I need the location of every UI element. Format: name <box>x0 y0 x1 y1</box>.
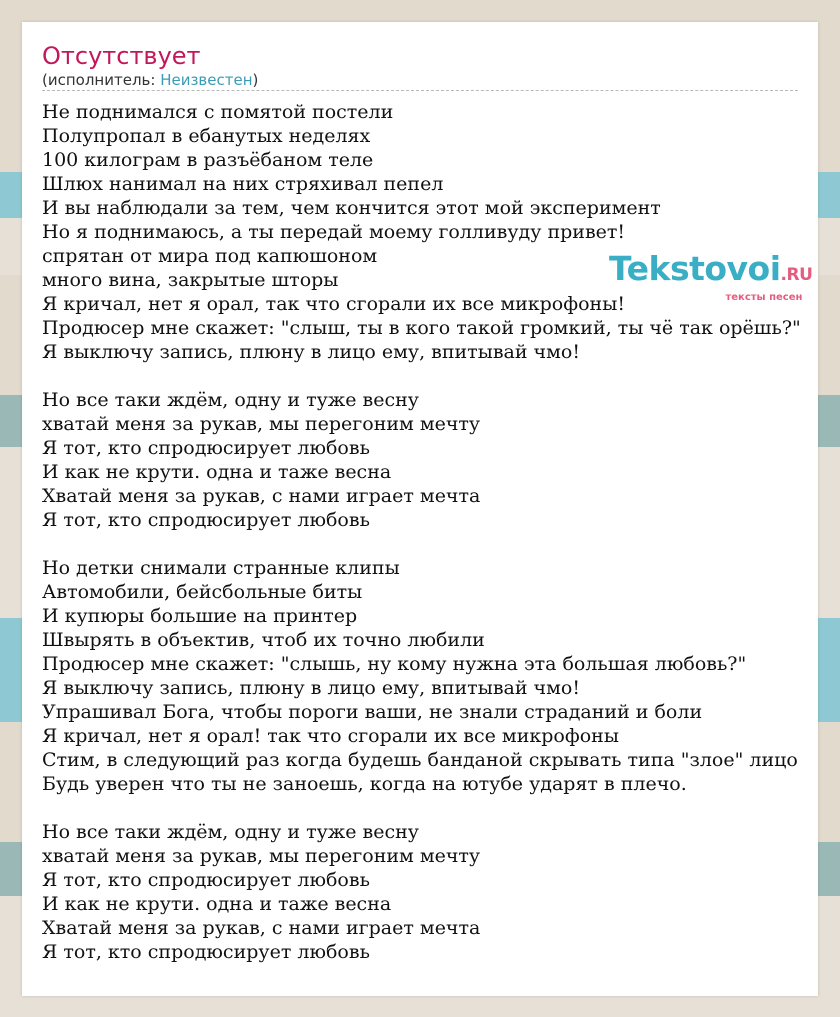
artist-link[interactable]: Неизвестен <box>160 71 253 89</box>
lyric-line: Я кричал, нет я орал! так что сгорали их все микрофоны <box>42 725 619 747</box>
lyric-line: Я выключу запись, плюну в лицо ему, впитывай чмо! <box>42 677 580 699</box>
song-title: Отсутствует <box>42 42 201 70</box>
lyrics-text <box>42 100 840 964</box>
artist-label-close: ) <box>252 71 259 89</box>
lyric-line: спрятан от мира под капюшоном <box>42 245 378 267</box>
lyric-line: И вы наблюдали за тем, чем кончится этот мой эксперимент <box>42 197 661 219</box>
lyric-line: Но все таки ждём, одну и туже весну <box>42 821 419 843</box>
lyric-line: Шлюх нанимал на них стряхивал пепел <box>42 173 444 195</box>
lyric-line: Швырять в объектив, чтоб их точно любили <box>42 629 485 651</box>
lyric-line: Я тот, кто спродюсирует любовь <box>42 941 370 963</box>
lyric-line: Я тот, кто спродюсирует любовь <box>42 509 370 531</box>
lyric-line: И как не крути. одна и таже весна <box>42 461 392 483</box>
lyric-line: Автомобили, бейсбольные биты <box>42 581 363 603</box>
lyric-line: Будь уверен что ты не заноешь, когда на ютубе ударят в плечо. <box>42 773 687 795</box>
lyric-line: Полупропал в ебанутых неделях <box>42 125 371 147</box>
divider <box>42 90 798 91</box>
lyric-line: Упрашивал Бога, чтобы пороги ваши, не знали страданий и боли <box>42 701 703 723</box>
lyric-line: Я тот, кто спродюсирует любовь <box>42 869 370 891</box>
lyric-line: Я выключу запись, плюну в лицо ему, впитывай чмо! <box>42 341 580 363</box>
lyric-line: Продюсер мне скажет: "слышь, ну кому нужна эта большая любовь?" <box>42 653 747 675</box>
lyric-line: 100 килограм в разъёбаном теле <box>42 149 374 171</box>
lyric-line: Но все таки ждём, одну и туже весну <box>42 389 419 411</box>
lyric-line: хватай меня за рукав, мы перегоним мечту <box>42 845 481 867</box>
lyric-line: хватай меня за рукав, мы перегоним мечту <box>42 413 481 435</box>
lyric-line: много вина, закрытые шторы <box>42 269 339 291</box>
lyric-line: Я кричал, нет я орал, так что сгорали их все микрофоны! <box>42 293 625 315</box>
lyric-line: Хватай меня за рукав, с нами играет мечта <box>42 485 481 507</box>
stanza-gap <box>42 796 840 820</box>
logo-name: Tekstovoi <box>609 249 781 288</box>
logo-tagline: тексты песен <box>725 292 803 303</box>
lyric-line: Продюсер мне скажет: "слыш, ты в кого такой громкий, ты чё так орёшь?" <box>42 317 801 339</box>
lyric-line: Не поднимался с помятой постели <box>42 101 394 123</box>
lyrics-card <box>22 22 818 996</box>
lyric-line: Стим, в следующий раз когда будешь банданой скрывать типа "злое" лицо <box>42 749 798 771</box>
logo-tld: .RU <box>780 265 813 285</box>
stanza-gap <box>42 364 840 388</box>
lyric-line: Но я поднимаюсь, а ты передай моему голливуду привет! <box>42 221 626 243</box>
lyric-line: И купюры большие на принтер <box>42 605 358 627</box>
lyric-line: Я тот, кто спродюсирует любовь <box>42 437 370 459</box>
site-logo[interactable] <box>609 249 813 304</box>
lyric-line: Но детки снимали странные клипы <box>42 557 400 579</box>
artist-label: (исполнитель: <box>42 71 161 89</box>
lyric-line: Хватай меня за рукав, с нами играет мечта <box>42 917 481 939</box>
lyric-line: И как не крути. одна и таже весна <box>42 893 392 915</box>
stanza-gap <box>42 532 840 556</box>
artist-byline <box>42 71 258 89</box>
